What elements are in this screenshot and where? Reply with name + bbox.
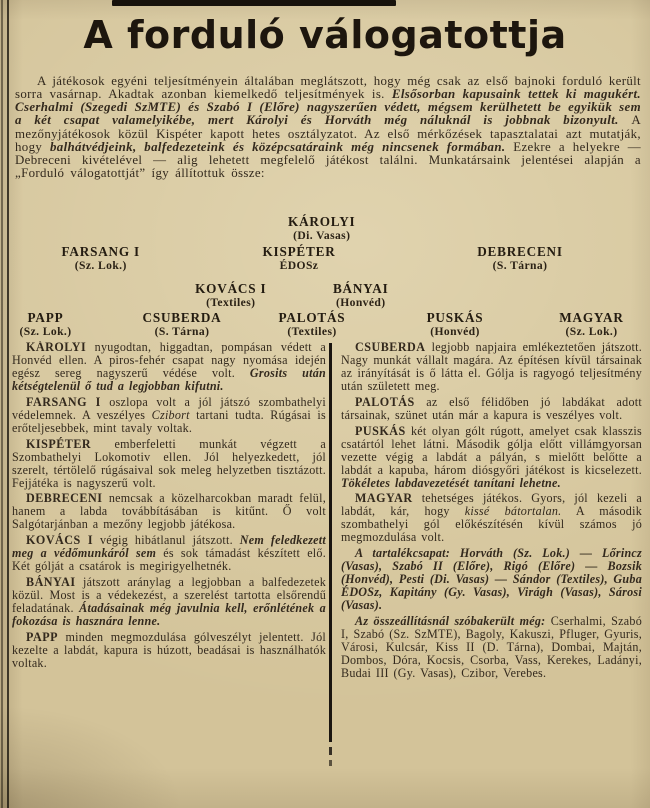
player-paragraph — [12, 534, 326, 573]
formation-player-name: BÁNYAI — [332, 281, 389, 296]
formation-player-name: PUSKÁS — [426, 310, 484, 325]
formation-player-club: (Sz. Lok.) — [19, 325, 72, 338]
intro-paragraph — [15, 75, 641, 207]
player-name-lead: KOVÁCS I — [26, 533, 94, 548]
formation-player-name: PAPP — [27, 310, 64, 325]
formation-player-club: (Honvéd) — [335, 296, 386, 309]
formation-player — [559, 310, 623, 339]
player-paragraph — [12, 576, 326, 628]
formation-player — [195, 281, 266, 310]
column-divider-dash — [329, 747, 332, 755]
text-segment: Elsősorban kapusaink tettek ki magukért. Cserhalmi (Szegedi SzMTE) és Szabó I (Előre) nagyszerűen védett, mégsem kerülhetett be egyikük sem a két csapat valamelyikébe, mert Károlyi és Horváth még náluknál is jobbnak bizonyult. — [15, 87, 641, 128]
formation-player-club: (Honvéd) — [430, 325, 480, 338]
player-name-lead: BÁNYAI — [26, 575, 76, 590]
player-paragraph — [12, 492, 326, 531]
text-segment: Czibort — [151, 407, 190, 422]
formation-player — [143, 310, 222, 339]
formation-player — [427, 310, 484, 339]
column-right — [341, 341, 642, 783]
text-segment: oszlopa volt a jól játszó szombathelyi védelemnek. A veszélyes — [12, 394, 326, 422]
formation-player-name: FARSANG I — [61, 244, 140, 259]
text-segment: végig hibátlanul játszott. — [93, 533, 240, 548]
player-paragraph — [341, 396, 642, 422]
player-paragraph — [341, 425, 642, 490]
text-segment: legjobb napjaira emlékeztetően játszott. Nagy munkát vállalt magára. Az építésen kívül társainak az irányítását is ő látta el. Gólja is ragyogó teljesítmény után született meg. — [341, 341, 642, 393]
formation-diagram — [0, 212, 650, 340]
formation-player — [477, 244, 563, 273]
player-paragraph — [12, 341, 326, 393]
text-segment: A tartalékcsapat: Horváth (Sz. Lok.) — Lőrincz (Vasas), Szabó II (Előre), Rigó (Előre) — Bozsik (Honvéd), Pesti (Di. Vasas) — Sándor (Textiles), Guba ÉDOSz, Kapitány (Gy. Vasas), Virágh (Vasas), Sárosi (Vasas). — [341, 546, 642, 613]
formation-player — [20, 310, 72, 339]
formation-player-club: (Di. Vasas) — [293, 229, 351, 242]
text-segment: emberfeletti munkát végzett a Szombathelyi Lokomotiv ellen. Jól helyezkedett, jól szerelt, tértölelő rúgásaival sok meleg helyzetben tisztázott. Fejjátéka is nagyszerű volt. — [12, 436, 326, 490]
formation-player-name: PALOTÁS — [278, 310, 346, 325]
player-paragraph — [341, 615, 642, 680]
formation-player-name: KISPÉTER — [262, 244, 336, 259]
text-segment: kissé bátortalan. — [464, 504, 562, 519]
text-segment: Nem feledkezett meg a védőmunkáról sem — [12, 533, 326, 561]
formation-player-club: (S. Tárna) — [492, 259, 548, 272]
text-segment: tartani tudta. Rúgásai is erőteljesebbek, mint tavaly voltak. — [12, 407, 326, 435]
text-segment: A mezőnyjátékosok közül Kispéter kapott hetes osztályzatot. Az első mérkőzések tapasztalatai azt mutatják, hogy — [15, 113, 641, 154]
text-segment: nemcsak a közelharcokban maradt felül, hanem a labda továbbításában is kitűnt. Ő volt Salgótarjánban a mezőny legjobb játékosa. — [12, 491, 326, 532]
text-segment: Cserhalmi, Szabó I, Szabó (Sz. SzMTE), Bagoly, Kakuszi, Pfluger, Gyuris, Városi, Kulcsár, Kiss II (D. Tárna), Dombai, Majtán, Dombos, Dóra, Kocsis, Csorba, Vass, Kerekes, Ladányi, Budai III (Gy. Vasas), Czibor, Verebes. — [341, 614, 642, 680]
formation-player — [279, 310, 346, 339]
text-segment: balhátvédjeink, balfedezeteink és középcsatáraink még nincsenek formában. — [49, 139, 514, 154]
player-paragraph — [341, 341, 642, 393]
formation-player-club: ÉDOSz — [279, 259, 319, 272]
left-edge-line-inner — [7, 0, 9, 808]
text-segment: Átadásainak még javulnia kell, erőnlétének a fokozása is hasznára lenne. — [12, 601, 326, 629]
player-name-lead: CSUBERDA — [355, 341, 426, 354]
column-left — [12, 341, 326, 797]
formation-player-name: KÁROLYI — [288, 214, 356, 229]
player-paragraph — [341, 492, 642, 544]
text-segment: játszott aránylag a legjobban a balfedezetek közül. Most is a védekezést, a szerelést tartotta elsőrendű feladatának. — [12, 575, 326, 616]
player-name-lead: PALOTÁS — [355, 394, 415, 409]
text-segment: Tökéletes labdavezetését tanítani lehetne. — [341, 475, 561, 490]
player-name-lead: PAPP — [26, 630, 58, 645]
column-divider-dash — [329, 760, 332, 766]
top-rule-bar — [112, 0, 396, 6]
player-name-lead: DEBRECENI — [26, 491, 103, 506]
formation-player-club: (Textiles) — [206, 296, 256, 309]
player-name-lead: KÁROLYI — [26, 341, 87, 354]
text-segment: Az összeállításnál szóbakerült még: — [355, 614, 546, 629]
text-segment: A játékosok egyéni teljesítményein általában meglátszott, hogy még csak az első bajnoki forduló került sorra vasárnap. Akadtak azonban kiemelkedő teljesítmények is. — [15, 75, 641, 102]
player-name-lead: MAGYAR — [355, 491, 413, 506]
formation-player — [262, 244, 335, 273]
formation-player — [333, 281, 389, 310]
text-segment: tehetséges játékos. Gyors, jól kezeli a labdát, kár, hogy — [341, 491, 642, 519]
formation-player-name: CSUBERDA — [142, 310, 222, 325]
text-segment: nyugodtan, higgadtan, pompásan védett a Honvéd ellen. A piros-fehér csapat nagy nyomása idején egész sereg nagyszerű védése volt. — [12, 341, 326, 380]
text-segment: és sok támadást készített elő. Két gólját a csatárok is megirigyelhetnék. — [12, 546, 326, 574]
player-paragraph — [12, 631, 326, 670]
player-name-lead: KISPÉTER — [26, 436, 92, 451]
text-segment: az első félidőben jó labdákat adott társainak, szünet után már a kapura is veszélyes volt. — [341, 394, 642, 422]
player-name-lead: PUSKÁS — [355, 423, 406, 438]
formation-player-club: (S. Tárna) — [154, 325, 210, 338]
formation-player — [288, 214, 355, 243]
player-paragraph — [12, 438, 326, 490]
formation-player-name: MAGYAR — [559, 310, 624, 325]
text-segment: Ezekre a helyekre — Debreceni kivételével — alig lehetett megfelelő játékost találni. Munkatársaink jelentései alapján a „Forduló válogatottját” így állítottuk össze: — [15, 139, 641, 181]
text-segment: minden megmozdulása gólveszélyt jelentett. Jól kezelte a labdát, kapura is húzott, beadásai is használhatók voltak. — [12, 630, 326, 670]
formation-player — [62, 244, 140, 273]
formation-player-club: (Textiles) — [287, 325, 337, 338]
formation-player-club: (Sz. Lok.) — [565, 325, 618, 338]
article-title: A forduló válogatottja — [83, 13, 567, 57]
text-segment: két olyan gólt rúgott, amelyet csak klasszis csatártól lehet látni. Második gólja előtt villámgyorsan vezette végig a labdát a pályán, s mielőtt belőtte a labdát a kapuba, három diósgyőri játékost is kicselezett. — [341, 423, 642, 477]
formation-player-club: (Sz. Lok.) — [74, 259, 127, 272]
player-paragraph — [12, 396, 326, 435]
player-paragraph — [341, 547, 642, 612]
left-edge-line-outer — [1, 0, 3, 808]
text-segment: A második szombathelyi gól előkészítésén kívül számos jó megmozdulása volt. — [341, 504, 642, 545]
player-name-lead: FARSANG I — [26, 394, 101, 409]
text-segment: Grosits után kétségtelenül ő tud a legjobban kifutni. — [12, 365, 326, 393]
column-divider — [329, 343, 332, 742]
formation-player-name: DEBRECENI — [477, 244, 563, 259]
formation-player-name: KOVÁCS I — [195, 281, 267, 296]
